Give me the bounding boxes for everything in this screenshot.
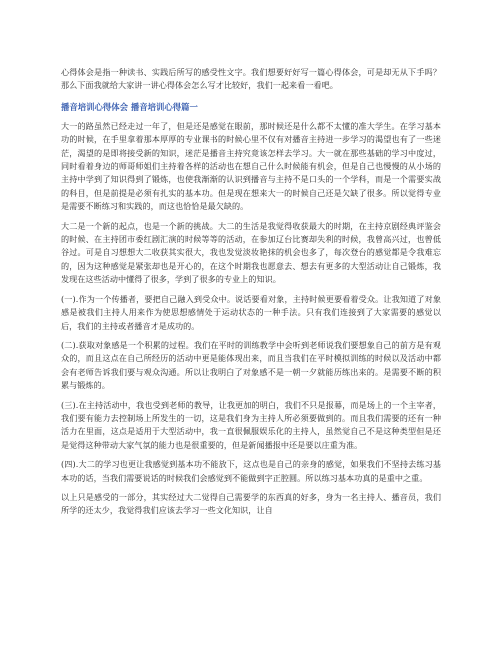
- body-paragraph-2: 大二是一个新的起点，也是一个新的挑战。大二的生活是我觉得收获最大的时期，在主持京剧经典评鉴会的时候、在主持团市委红剧汇演的时候等等的活动，在参加辽台比赛却失利的时候，我曾高兴过，也曾低谷过。可是自习想想大二收获其实很大，我也发觉淡妆艳抹的机会也多了，每次登台的感觉都是令我难忘的，因为这种感觉是紧张却也是开心的，在这个时期我也愿意去、想去有更多的大型活动让自己锻炼，我发现在这些活动中懂得了很多，学到了很多的专业上的知识。: [61, 220, 441, 285]
- body-paragraph-6: (四).大二的学习也更让我感觉到基本功不能放下，这点也是自己的亲身的感觉，如果我们不坚持去练习基本功的话，当我们需要说话的时候我们会感觉到不能做到字正腔圆。所以练习基本功真的是重中之重。: [61, 459, 441, 483]
- body-paragraph-5: (三).在主持活动中，我也受到老师的教导，让我更加的明白，我们不只是报幕，而是场上的一个主宰者，我们要有能力去控制场上所发生的一切，这是我们身为主持人所必须要做到的。而且我们需要的还有一种活力在里面，这点是适用于大型活动中，我一直很佩服娱乐化的主持人，虽然觉自己不是这种类型但是还是觉得这种带动大家气氛的能力也是很重要的，但是新闻播报中还是要以庄重为准。: [61, 399, 441, 450]
- body-paragraph-4: (二).获取对象感是一个积累的过程。我们在平时的训练教学中会听到老师说我们要想象自己的前方是有观众的，而且这点在自己所经历的活动中更是能体现出来，而且当我们在平时模拟训练的时候以及活动中都会有老师告诉我们要与观众沟通。所以让我明白了对象感不是一朝一夕就能历练出来的。是需要不断的积累与锻炼的。: [61, 339, 441, 391]
- body-paragraph-1: 大一的路虽然已经走过一年了，但是还是感觉在眼前，那时候还是什么都不太懂的准大学生。在学习基本功的时候，在手里拿着那本厚厚的专业课书的时候心里不仅有对播音主持进一步学习的渴望也有了一些迷茫，渴望的是即将接受新的知识，迷茫是播音主持究竟该怎样去学习。大一就在那些基础的学习中度过，同时看着身边的师哥师姐们主持着各样的活动也在想自己什么时候能有机会，但是自己也慢慢的从小场的主持中学到了知识得到了锻炼，也使我渐渐的认识到播音与主持不是口头的一个学科，而是一个需要实战的科目，但是前提是必须有扎实的基本功。但是现在想来大一的时候自己还是欠缺了很多。所以觉得专业是需要不断练习和实践的，而这也恰恰是最欠缺的。: [61, 120, 441, 212]
- body-paragraph-7: 以上只是感受的一部分，其实经过大二觉得自己需要学的东西真的好多，身为一名主持人、播音员，我们所学的还太少，我觉得我们应该去学习一些文化知识，让自: [61, 491, 441, 516]
- intro-paragraph: 心得体会是指一种读书、实践后所写的感受性文字。我们想要好好写一篇心得体会，可是却无从下手吗？那么下面我就给大家讲一讲心得体会怎么写才比较好，我们一起来看一看吧。: [61, 67, 441, 91]
- document-body: [61, 66, 441, 524]
- body-paragraph-3: (一).作为一个传播者，要把自己融入到受众中。说话要看对象，主持时候更要看着受众。让我知道了对象感是被我们主持人用来作为使思想感情处于运动状态的一种手法。只有我们连接到了大家需要的感觉以后，我们的主持或者播音才是成功的。: [61, 293, 441, 331]
- section-heading: 播音培训心得体会 播音培训心得篇一: [61, 101, 198, 112]
